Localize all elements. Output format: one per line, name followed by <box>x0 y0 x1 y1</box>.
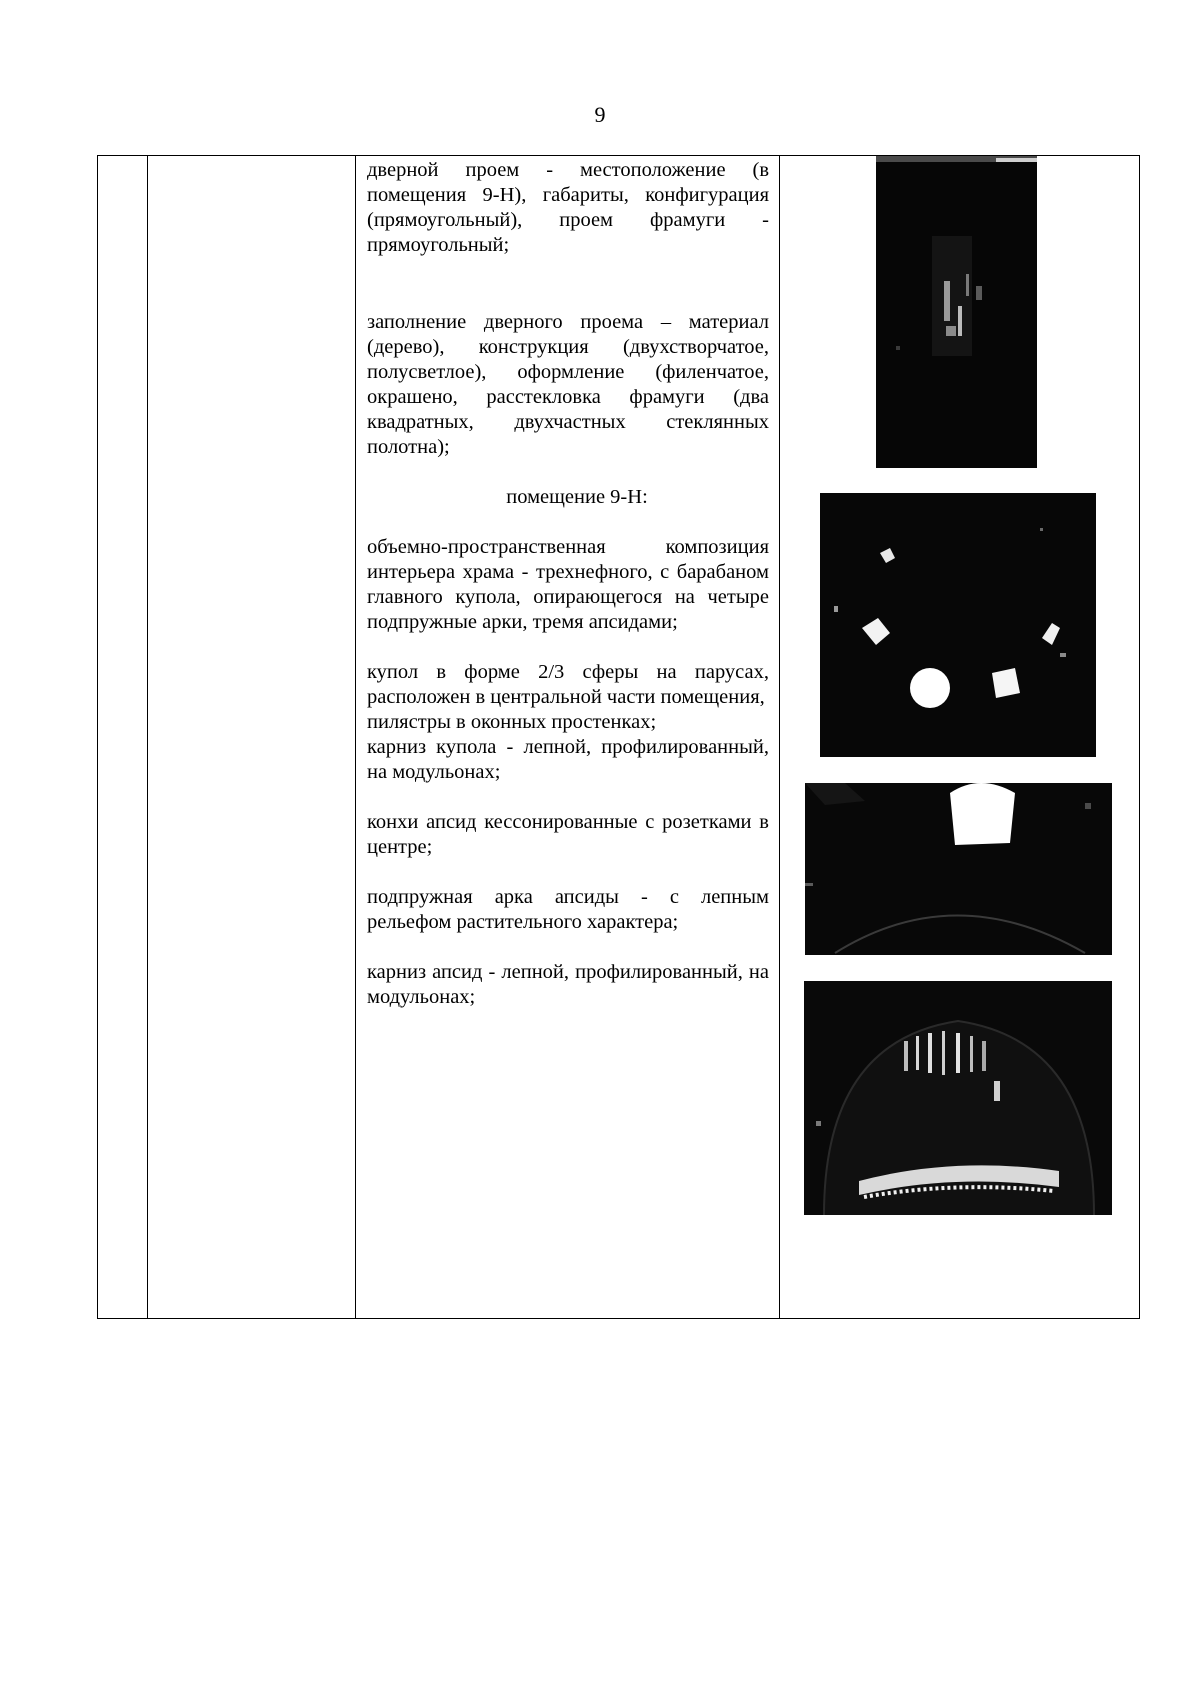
paragraph-apse-cornice: карниз апсид - лепной, профилированный, на модульонах; <box>367 961 769 1008</box>
page-number: 9 <box>594 102 606 127</box>
paragraph-composition: объемно-пространственная композиция интерьера храма - трехнефного, с барабаном главного купола, опирающегося на четыре подпружные арки, тремя апсидами; <box>367 536 769 633</box>
door-photo <box>876 156 1037 468</box>
table-row <box>98 156 1140 1319</box>
objects-table <box>97 155 1140 1319</box>
number-cell <box>98 156 148 1319</box>
paragraph-dome: купол в форме 2/3 сферы на парусах, расположен в центральной части помещения, <box>367 661 769 708</box>
paragraph-door-opening: дверной проем - местоположение (в помещения 9-Н), габариты, конфигурация (прямоугольный), проем фрамуги - прямоугольный; <box>367 159 769 256</box>
paragraph-door-filling: заполнение дверного проема – материал (дерево), конструкция (двухстворчатое, полусветлое), оформление (филенчатое, окрашено, расстекловка фрамуги (два квадратных, двухчастных стеклянных полотна); <box>367 311 769 458</box>
paragraph-dome-cornice: карниз купола - лепной, профилированный, на модульонах; <box>367 736 769 783</box>
paragraph-pilasters: пилястры в оконных простенках; <box>367 711 657 733</box>
dome-top-photo <box>805 783 1112 955</box>
paragraph-apse-conchs: конхи апсид кессонированные с розетками в центре; <box>367 811 769 858</box>
name-cell <box>148 156 356 1319</box>
room-subheading: помещение 9-Н: <box>506 486 648 508</box>
dome-photo <box>820 493 1096 757</box>
paragraph-apse-arch: подпружная арка апсиды - с лепным рельефом растительного характера; <box>367 886 769 933</box>
apse-photo <box>804 981 1112 1215</box>
photo-cell <box>780 156 1140 1319</box>
description-cell <box>356 156 780 1319</box>
